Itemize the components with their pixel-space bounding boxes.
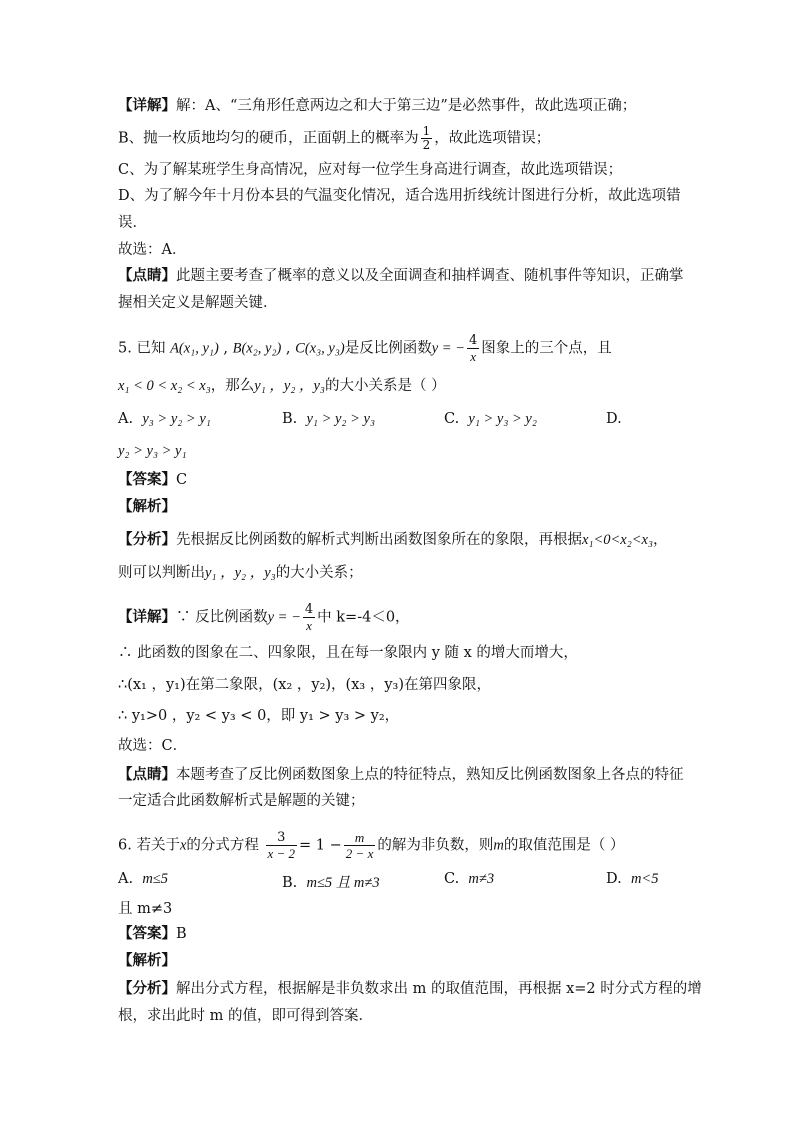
option-expr: m<5 — [630, 871, 659, 887]
answer-tag: 【答案】 — [118, 926, 176, 942]
option-label: B. — [282, 875, 298, 891]
fenxi-text1: 解出分式方程，根据解是非负数求出 m 的取值范围，再根据 x=2 时分式方程的增 — [176, 981, 702, 997]
q6-post: 的解为非负数，则 — [377, 837, 494, 854]
fraction-numerator: 4 — [304, 602, 314, 617]
equation-fraction-left — [266, 830, 298, 861]
q6-mid: 的分式方程 — [186, 837, 259, 854]
option-expr: m≤5 且 m≠3 — [306, 875, 380, 891]
q5-line2-text: ，那么 — [210, 378, 255, 394]
detail-a-text: 解：A、“三角形任意两边之和大于第三边”是必然事件，故此选项正确； — [176, 98, 637, 114]
q5-choose: 故选：C． — [118, 738, 188, 754]
point-b: B(x₂, y₂) — [232, 340, 282, 357]
func-y: y = − — [431, 340, 465, 357]
detail-c-line: C、为了解某班学生身高情况，应对每一位学生身高进行调查，故此选项错误； — [118, 162, 623, 178]
detail-a-line — [118, 96, 636, 116]
answer-value: B — [176, 926, 187, 942]
fenxi-text2: 则可以判断出 — [118, 565, 205, 581]
option-label: A. — [118, 871, 134, 887]
q5-fenxi-line2 — [118, 563, 363, 583]
q5-option-d-label: D. — [606, 411, 622, 427]
point-a: A(x₁, y₁) — [170, 340, 219, 357]
q6-option-b — [282, 871, 380, 892]
detail-d-line2: 误． — [118, 215, 147, 231]
q5-option-a — [118, 411, 211, 428]
q6-number: 6. 若关于 — [118, 837, 180, 854]
q5-detail-line — [118, 602, 410, 633]
q6-analysis-tag: 【解析】 — [118, 953, 176, 969]
tip-text1: 本题考查了反比例函数图象上点的特征特点，熟知反比例函数图象上各点的特征 — [176, 767, 684, 783]
detail-tag: 【详解】 — [118, 609, 176, 626]
q6-fenxi-line2: 根，求出此时 m 的值，即可得到答案． — [118, 1008, 373, 1024]
option-label: A. — [118, 411, 134, 427]
detail-b-text: B、抛一枚质地均匀的硬币，正面朝上的概率为 — [118, 130, 419, 147]
q6-option-d-cont: 且 m≠3 — [118, 901, 173, 917]
option-expr: y₁ > y₃ > y₂ — [468, 411, 537, 427]
q5-step2: ∴(x₁ ，y₁)在第二象限，(x₂ ，y₂)，(x₃ ，y₃)在第四象限， — [118, 677, 491, 693]
detail-func-y: y = − — [267, 609, 301, 626]
q5-number: 5. 已知 — [118, 340, 166, 357]
point-c: C(x₃, y₃) — [295, 340, 345, 357]
q6-line1 — [118, 830, 624, 861]
q5-tip-line2: 一定适合此函数解析式是解题的关键； — [118, 793, 365, 809]
detail-d-line1: D、为了解今年十月份本县的气温变化情况，适合选用折线统计图进行分析，故此选项错 — [118, 188, 681, 204]
q5-line2 — [118, 376, 446, 396]
fraction-denominator: 2 — [422, 138, 431, 152]
q6-option-c — [444, 871, 494, 888]
q5-option-b — [282, 411, 375, 428]
fraction-denominator: x — [306, 618, 312, 633]
fraction-denominator: 2 − x — [345, 846, 374, 861]
option-expr: y₁ > y₂ > y₃ — [306, 411, 375, 427]
tip-text1: 此题主要考查了概率的意义以及全面调查和抽样调查、随机事件等知识，正确掌 — [176, 268, 684, 284]
fraction-numerator: 4 — [468, 333, 478, 348]
q5-step1: ∴ 此函数的图象在二、四象限，且在每一象限内 y 随 x 的增大而增大， — [118, 645, 578, 661]
tip-line1 — [118, 266, 684, 286]
fenxi-tag: 【分析】 — [118, 981, 176, 997]
detail-pre: ∵ 反比例函数 — [176, 609, 268, 626]
tip-tag: 【点睛】 — [118, 767, 176, 783]
fraction-denominator: x − 2 — [267, 846, 296, 861]
detail-b-post: ，故此选项错误； — [434, 130, 551, 147]
q5-line2-post: 的大小关系是（ ） — [324, 378, 446, 394]
q5-line1: 5. 已知 A(x₁, y₁) , B(x₂, y₂) , C(x₃, y₃)是反比例函数y = − $\frac{4}{x}$ 图象上的三个点，且 — [118, 333, 612, 364]
tip-line2: 握相关定义是解题关键． — [118, 295, 278, 311]
fenxi-text3: 的大小关系； — [275, 565, 363, 581]
func-fraction — [467, 333, 479, 364]
q5-analysis-tag: 【解析】 — [118, 499, 176, 515]
option-expr: y₃ > y₂ > y₁ — [142, 411, 211, 427]
q6-fenxi-line1 — [118, 979, 702, 999]
fenxi-condition: x₁<0<x₂<x₃ — [582, 532, 654, 548]
q5-vars: y₁ ，y₂ ，y₃ — [254, 378, 325, 394]
answer-value: C — [176, 472, 188, 488]
q5-option-c — [444, 411, 537, 428]
detail-fraction — [303, 602, 315, 633]
q5-line1-post: 图象上的三个点，且 — [481, 340, 612, 357]
q6-answer — [118, 924, 187, 944]
tip-tag: 【点睛】 — [118, 268, 176, 284]
fenxi-text: 先根据反比例函数的解析式判断出函数图象所在的象限，再根据 — [176, 532, 582, 548]
fenxi-tag: 【分析】 — [118, 532, 176, 548]
q5-option-d-expr: y₂ > y₃ > y₁ — [118, 443, 187, 459]
option-label: B. — [282, 411, 298, 427]
q5-step3: ∴ y₁>0 ，y₂ < y₃ < 0，即 y₁ > y₃ > y₂， — [118, 708, 400, 724]
detail-tag: 【详解】 — [118, 98, 176, 114]
fraction-numerator: m — [344, 830, 376, 846]
option-expr: m≤5 — [142, 871, 168, 887]
option-expr: m≠3 — [468, 871, 495, 887]
q6-post2: 的取值范围是（ ） — [503, 837, 625, 854]
q5-tip-line1 — [118, 765, 684, 785]
q5-fenxi-line1 — [118, 530, 668, 550]
var-x: x — [179, 837, 187, 854]
q5-condition: x₁ < 0 < x₂ < x₃ — [118, 378, 211, 394]
option-label: D. — [606, 871, 622, 887]
fraction-numerator: 3 — [266, 830, 298, 846]
var-m: m — [493, 837, 504, 854]
choose-a: 故选：A． — [118, 242, 187, 258]
q5-answer — [118, 470, 187, 490]
fenxi-end: ， — [653, 532, 668, 548]
fenxi-vars: y₁ ，y₂ ，y₃ — [205, 565, 276, 581]
option-label: C. — [444, 871, 460, 887]
q5-mid: 是反比例函数 — [344, 340, 432, 357]
equation-fraction-right — [344, 830, 376, 861]
fraction-one-half — [421, 125, 433, 152]
fraction-numerator: 1 — [422, 124, 431, 138]
detail-b-line — [118, 125, 550, 152]
option-label: C. — [444, 411, 460, 427]
detail-post: 中 k=-4＜0， — [317, 609, 410, 626]
q6-option-a — [118, 871, 168, 888]
fraction-denominator: x — [470, 349, 476, 364]
answer-tag: 【答案】 — [118, 472, 176, 488]
equation-equals: = 1 − — [299, 837, 342, 854]
q6-option-d — [606, 871, 658, 888]
